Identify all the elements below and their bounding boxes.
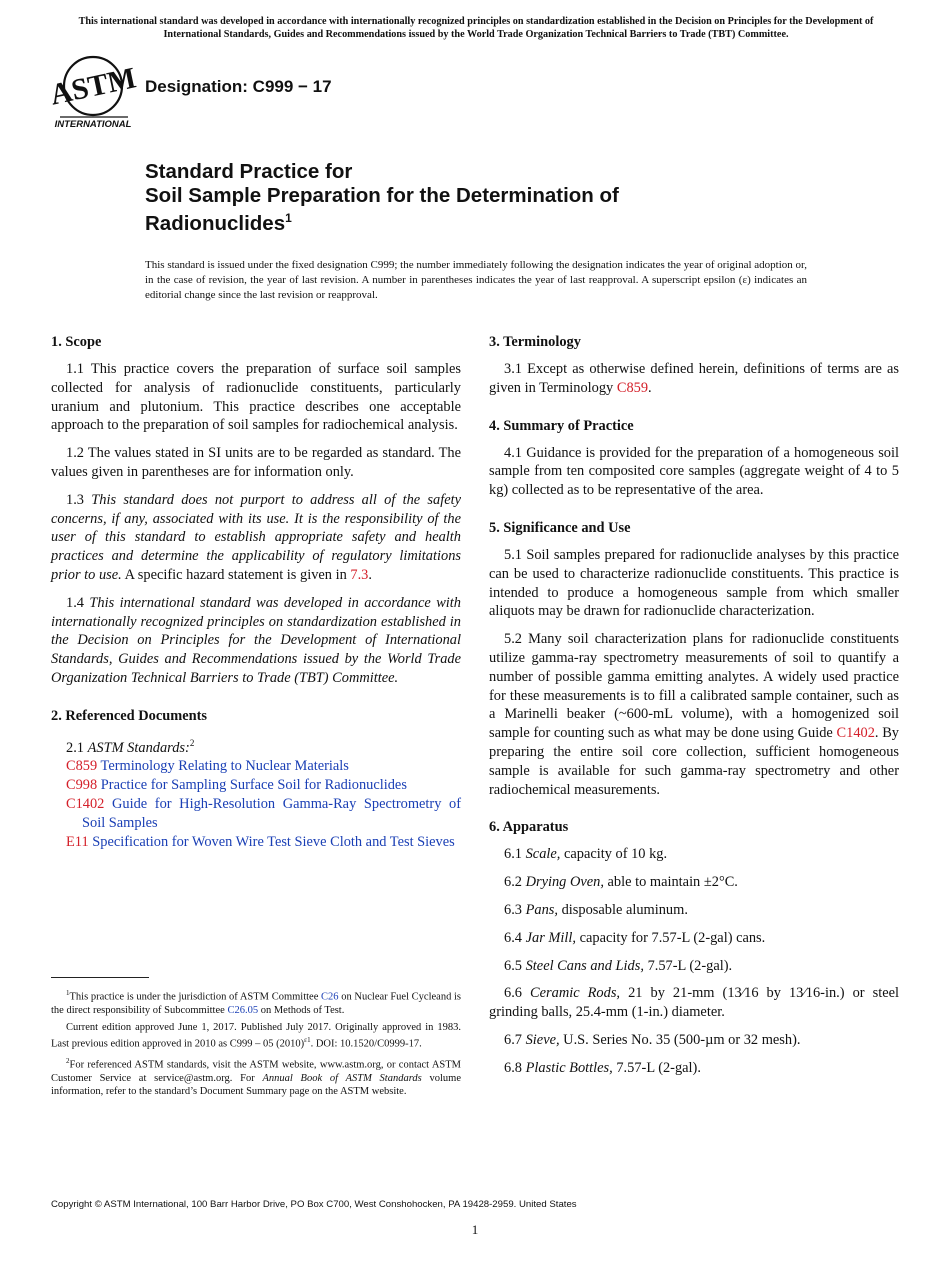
footnote-2-b: volume information, refer to the standard’s Document Summary page on the ASTM website. [51,1072,462,1097]
apparatus-heading: 6. Apparatus [489,819,569,836]
reference-list [51,757,461,851]
ref-title-link[interactable]: Terminology Relating to Nuclear Materials [100,758,349,775]
svg-text:ASTM: ASTM [47,61,139,112]
apparatus-item [489,1031,899,1050]
section-apparatus [489,818,899,1077]
apparatus-num: 6.5 [504,957,522,974]
apparatus-name: Ceramic Rods, [530,985,621,1002]
scope-p1: 1.1 This practice covers the preparation of surface soil samples collected for analysis of radionuclide constituents, particularly uranium and plutonium. This practice describes one acceptable approach to the preparation of soil samples for radiochemical analysis. [51,361,461,434]
apparatus-name: Pans, [525,901,558,918]
title-footnote-mark: 1 [285,211,292,225]
apparatus-name: Steel Cans and Lids, [525,957,644,974]
apparatus-text: 7.57-L (2-gal). [647,957,733,974]
apparatus-item [489,1059,899,1078]
terminology-p1 [489,360,899,398]
scope-p4 [51,594,461,688]
designation: Designation: C999 − 17 [145,77,332,96]
footnote-2-italic: Annual Book of ASTM Standards [262,1072,422,1084]
reference-item [66,833,461,852]
apparatus-text: U.S. Series No. 35 (500-µm or 32 mesh). [563,1031,801,1048]
apparatus-num: 6.6 [504,985,522,1002]
footnote-1-a: This practice is under the jurisdiction of ASTM Committee [69,991,319,1003]
apparatus-num: 6.4 [504,929,522,946]
scope-p4-italic: This international standard was developed in accordance with internationally recognized principles on standardization established in the Decision on Principles for the Development of International Standards, Guides and Recommendations issued by the World Trade Organization Technical Barriers to Trade (TBT) Committee. [51,594,461,686]
apparatus-text: disposable aluminum. [561,901,688,918]
reference-item [66,795,461,833]
issue-note: This standard is issued under the fixed designation C999; the number immediately following the designation indicates the year of original adoption or, in the case of revision, the year of last revision. A number in parentheses indicates the year of last reapproval. A superscript epsilon (ε) indicates an editorial change since the last revision or reapproval. [145,259,807,301]
footnote-1 [51,987,461,1017]
apparatus-item [489,957,899,976]
footnote-2-mark: 2 [66,1056,70,1065]
ref-title-link[interactable]: Guide for High-Resolution Gamma-Ray Spectrometry of Soil Samples [82,795,461,831]
apparatus-name: Plastic Bottles, [525,1059,613,1076]
apparatus-text: 21 by 21-mm (13⁄16 by 13⁄16-in.) or steel grinding balls, 25.4-mm (1-in.) diameter. [489,985,899,1021]
astm-logo [47,54,139,132]
title-line-2: Soil Sample Preparation for the Determination of [145,183,619,207]
c26-link[interactable]: C26 [321,991,339,1003]
terminology-p1-text: 3.1 Except as otherwise defined herein, definitions of terms are as given in Terminology [489,361,899,396]
terminology-p1-end: . [648,379,652,396]
significance-heading: 5. Significance and Use [489,519,631,536]
apparatus-num: 6.2 [504,874,522,891]
apparatus-name: Jar Mill, [525,929,576,946]
c1402-link[interactable]: C1402 [836,725,875,742]
apparatus-num: 6.1 [504,846,522,863]
apparatus-name: Scale, [525,846,561,863]
refdocs-sub-num: 2.1 [66,739,84,756]
left-column [51,333,461,870]
footnote-1-mark: 1 [66,989,70,997]
scope-p2: 1.2 The values stated in SI units are to be regarded as standard. The values given in parentheses are for information only. [51,445,461,480]
apparatus-item [489,929,899,948]
ref-title-link[interactable]: Specification for Woven Wire Test Sieve Cloth and Test Sieves [92,833,455,850]
copyright: Copyright © ASTM International, 100 Barr Harbor Drive, PO Box C700, West Conshohocken, PA 19428-2959. United States [51,1199,577,1210]
apparatus-num: 6.8 [504,1059,522,1076]
summary-heading: 4. Summary of Practice [489,417,634,434]
footnote-1-c: on Methods of Test. [260,1004,345,1016]
refdocs-footnote-mark: 2 [189,737,195,748]
scope-p3-end: . [368,566,372,583]
footnote-edition-text: Current edition approved June 1, 2017. Published July 2017. Originally approved in 1983. Last previous edition approved in 2010 as C999 – 05 (2010) [51,1021,461,1050]
apparatus-num: 6.7 [504,1031,522,1048]
scope-p4-num: 1.4 [66,594,84,611]
epsilon-mark: ε1 [304,1036,311,1045]
apparatus-item [489,845,899,864]
footnote-2 [51,1055,461,1098]
page-number: 1 [471,1222,479,1237]
apparatus-name: Sieve, [525,1031,560,1048]
ref-code-link[interactable]: E11 [66,833,89,850]
title-line-3-text: Radionuclides [145,211,286,235]
apparatus-text: capacity of 10 kg. [563,846,668,863]
apparatus-item [489,984,899,1022]
significance-p1: 5.1 Soil samples prepared for radionuclide analyses by this practice can be used to characterize radionuclide constituents. This practice is intended to produce a homogeneous sample from which smaller aliquots may be drawn for radionuclide characterization. [489,546,899,620]
apparatus-name: Drying Oven, [525,874,604,891]
section-7-3-link[interactable]: 7.3 [350,566,369,583]
ref-code-link[interactable]: C1402 [66,795,105,812]
apparatus-item [489,873,899,892]
footnotes [51,987,461,1102]
reference-item [66,757,461,776]
ref-title-link[interactable]: Practice for Sampling Surface Soil for Radionuclides [100,777,407,794]
summary-p1: 4.1 Guidance is provided for the preparation of a homogeneous soil sample from ten composited core samples (aggregate weight of 4 to 5 kg) collected as to be representative of the area. [489,444,899,499]
section-summary [489,417,899,500]
title-line-3 [145,207,845,235]
section-significance [489,519,899,799]
footnote-rule [51,977,149,978]
refdocs-heading: 2. Referenced Documents [51,707,207,724]
section-terminology [489,333,899,398]
document-title [145,160,845,235]
footnote-2-a: For referenced ASTM standards, visit the ASTM website, www.astm.org, or contact ASTM Customer Service at service@astm.org. For [51,1059,461,1084]
c859-link[interactable]: C859 [616,379,649,396]
logo-word: INTERNATIONAL [54,119,132,130]
scope-p3-rest: A specific hazard statement is given in [124,566,347,583]
apparatus-text: capacity for 7.57-L (2-gal) cans. [579,929,766,946]
footnote-1-b: on Nuclear Fuel Cycleand is the direct responsibility of Subcommittee [51,991,462,1016]
significance-p2-end: . By preparing the entire soil core collection, sufficient homogeneous sample is available for such gamma-ray spectrometry and other radiochemical measurements. [489,725,900,798]
significance-p2-text: 5.2 Many soil characterization plans for radionuclide constituents utilize gamma-ray spectrometry measurements of soil to quantify a number of possible gamma emitting analytes. A widely used practice for these measurements is to fill a calibrated sample container, such as a Marinelli beaker (~600-mL volume), with a homogenized soil sample for counting such as what may be done using Guide [489,631,899,742]
ref-code-link[interactable]: C859 [66,758,98,775]
apparatus-text: able to maintain ±2°C. [607,874,738,891]
section-referenced-documents [51,707,461,852]
refdocs-sub-italic: ASTM Standards: [87,739,190,756]
scope-p3-italic: This standard does not purport to address all of the safety concerns, if any, associated with its use. It is the responsibility of the user of this standard to establish appropriate safety and health practices and determine the applicability of regulatory limitations prior to use. [51,491,461,583]
scope-p3 [51,491,461,585]
c26-05-link[interactable]: C26.05 [227,1004,259,1016]
right-column [489,333,899,1097]
section-scope [51,333,461,688]
tbt-notice: This international standard was developed in accordance with internationally recognized principles on standardization established in the Decision on Principles for the Development of International Standards, Guides and Recommendations issued by the World Trade Organization Technical Barriers to Trade (TBT) Committee. [78,16,874,40]
footnote-edition-end: . DOI: 10.1520/C0999-17. [310,1038,422,1050]
scope-p3-num: 1.3 [66,491,84,508]
reference-item [66,776,461,795]
apparatus-text: 7.57-L (2-gal). [616,1059,701,1076]
scope-heading: 1. Scope [51,334,102,350]
footnote-edition [51,1021,461,1051]
refdocs-sub [51,734,461,758]
title-line-1: Standard Practice for [145,160,353,183]
apparatus-num: 6.3 [504,901,522,918]
terminology-heading: 3. Terminology [489,334,581,350]
significance-p2 [489,630,899,799]
astm-logo-graphic [47,54,139,132]
apparatus-item [489,901,899,920]
ref-code-link[interactable]: C998 [66,777,98,794]
